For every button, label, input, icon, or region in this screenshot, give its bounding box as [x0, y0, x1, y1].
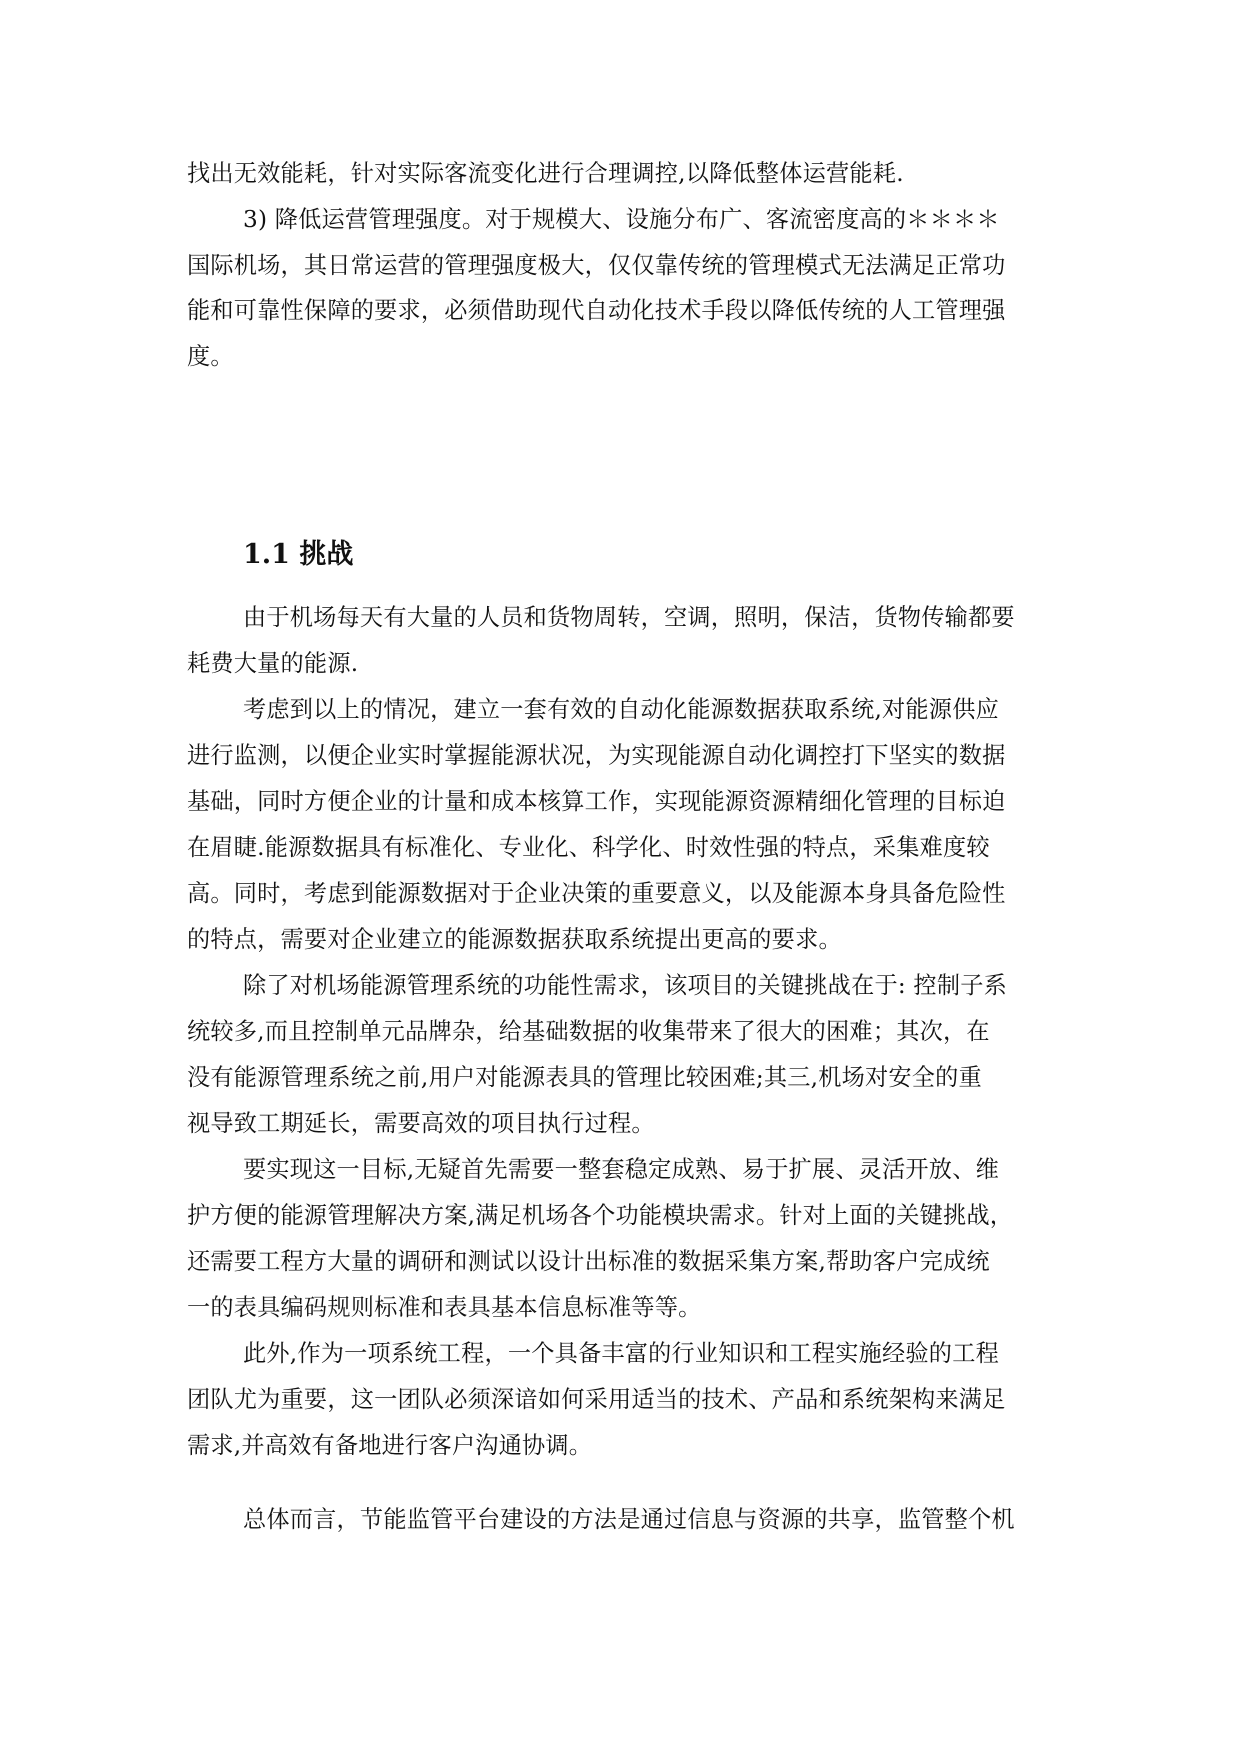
- text-line-8: 考虑到以上的情况，建立一套有效的自动化能源数据获取系统,对能源供应: [243, 696, 999, 723]
- text-line-22: 此外,作为一项系统工程，一个具备丰富的行业知识和工程实施经验的工程: [243, 1340, 999, 1367]
- text-line-18: 要实现这一目标,无疑首先需要一整套稳定成熟、易于扩展、灵活开放、维: [243, 1156, 999, 1183]
- text-line-4: 能和可靠性保障的要求，必须借助现代自动化技术手段以降低传统的人工管理强: [187, 297, 1006, 324]
- text-line-10: 基础，同时方便企业的计量和成本核算工作，实现能源资源精细化管理的目标迫: [187, 788, 1006, 815]
- text-line-6: 由于机场每天有大量的人员和货物周转，空调，照明，保洁，货物传输都要: [243, 604, 1015, 631]
- text-line-2: 3) 降低运营管理强度。对于规模大、设施分布广、客流密度高的＊＊＊＊: [243, 206, 1000, 233]
- text-line-15: 统较多,而且控制单元品牌杂，给基础数据的收集带来了很大的困难；其次，在: [187, 1018, 990, 1045]
- text-line-12: 高。同时，考虑到能源数据对于企业决策的重要意义，以及能源本身具备危险性: [187, 880, 1006, 907]
- text-line-5: 度。: [187, 343, 234, 370]
- text-line-9: 进行监测，以便企业实时掌握能源状况，为实现能源自动化调控打下坚实的数据: [187, 742, 1006, 769]
- text-line-17: 视导致工期延长，需要高效的项目执行过程。: [187, 1110, 655, 1137]
- text-line-16: 没有能源管理系统之前,用户对能源表具的管理比较困难;其三,机场对安全的重: [187, 1064, 982, 1091]
- text-line-21: 一的表具编码规则标准和表具基本信息标准等等。: [187, 1294, 702, 1321]
- text-line-19: 护方便的能源管理解决方案,满足机场各个功能模块需求。针对上面的关键挑战，: [187, 1202, 1014, 1229]
- text-line-20: 还需要工程方大量的调研和测试以设计出标准的数据采集方案,帮助客户完成统: [187, 1248, 990, 1275]
- text-line-13: 的特点，需要对企业建立的能源数据获取系统提出更高的要求。: [187, 926, 842, 953]
- text-line-1: 找出无效能耗，针对实际客流变化进行合理调控,以降低整体运营能耗.: [187, 160, 904, 187]
- text-line-25: 总体而言，节能监管平台建设的方法是通过信息与资源的共享，监管整个机: [243, 1506, 1015, 1533]
- text-line-24: 需求,并高效有备地进行客户沟通协调。: [187, 1432, 593, 1459]
- text-line-11: 在眉睫.能源数据具有标准化、专业化、科学化、时效性强的特点，采集难度较: [187, 834, 990, 861]
- text-line-14: 除了对机场能源管理系统的功能性需求，该项目的关键挑战在于: 控制子系: [243, 972, 1007, 999]
- section-heading: 1.1 挑战: [243, 539, 354, 570]
- text-line-23: 团队尤为重要，这一团队必须深谙如何采用适当的技术、产品和系统架构来满足: [187, 1386, 1006, 1413]
- text-line-7: 耗费大量的能源.: [187, 650, 359, 677]
- text-line-3: 国际机场，其日常运营的管理强度极大，仅仅靠传统的管理模式无法满足正常功: [187, 252, 1006, 279]
